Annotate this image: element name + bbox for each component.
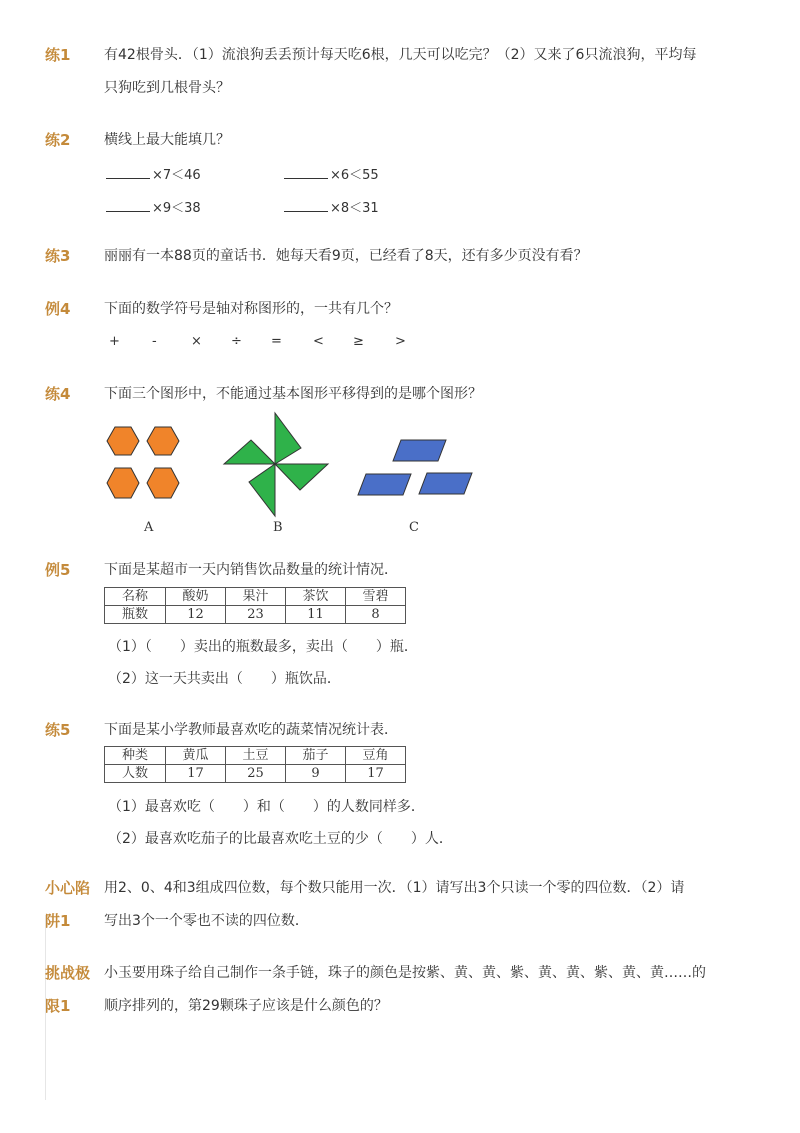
symbol-times: × bbox=[191, 334, 202, 349]
triangle-shape bbox=[275, 413, 301, 464]
problem-trap-line1: 用2、0、4和3组成四位数，每个数只能用一次．（1）请写出3个只读一个零的四位数．（2）请 bbox=[104, 880, 685, 896]
label-p2: 练2 bbox=[45, 131, 71, 149]
blank-line[interactable] bbox=[106, 178, 150, 179]
triangle-shape bbox=[275, 464, 328, 490]
problem-p4-text: 下面三个图形中，不能通过基本图形平移得到的是哪个图形？ bbox=[104, 386, 482, 402]
e5-question-1: （1）（ ）卖出的瓶数最多，卖出（ ）瓶． bbox=[108, 639, 418, 655]
figure-b-pinwheel bbox=[220, 410, 335, 520]
table-cell: 茶饮 bbox=[286, 588, 346, 606]
label-p3: 练3 bbox=[45, 247, 71, 265]
drinks-table bbox=[104, 587, 406, 624]
problem-e5-text: 下面是某超市一天内销售饮品数量的统计情况． bbox=[104, 562, 398, 578]
problem-trap-line2: 写出3个一个零也不读的四位数． bbox=[104, 913, 309, 929]
e5-question-2: （2）这一天共卖出（ ）瓶饮品． bbox=[108, 671, 341, 687]
table-header-row bbox=[105, 588, 406, 606]
problem-p1-line2: 只狗吃到几根骨头？ bbox=[104, 80, 230, 96]
table-cell: 土豆 bbox=[226, 747, 286, 765]
table-header-row bbox=[105, 747, 406, 765]
fill-item-2 bbox=[284, 164, 379, 183]
figure-c-parallelograms bbox=[355, 435, 475, 500]
problem-challenge-line1: 小玉要用珠子给自己制作一条手链，珠子的颜色是按紫、黄、黄、紫、黄、黄、紫、黄、黄……的 bbox=[104, 965, 706, 981]
hexagon-shape bbox=[107, 468, 139, 498]
table-row bbox=[105, 606, 406, 624]
table-cell: 11 bbox=[286, 606, 346, 624]
label-challenge-line2: 限1 bbox=[45, 997, 71, 1015]
hexagon-shape bbox=[147, 468, 179, 498]
parallelogram-shape bbox=[393, 440, 446, 461]
symbol-greater: > bbox=[395, 334, 406, 349]
fill-item-3 bbox=[106, 197, 201, 216]
table-cell: 黄瓜 bbox=[166, 747, 226, 765]
table-cell: 茄子 bbox=[286, 747, 346, 765]
problem-p2-text: 横线上最大能填几？ bbox=[104, 132, 230, 148]
table-cell: 酸奶 bbox=[166, 588, 226, 606]
figure-label-b: B bbox=[273, 520, 283, 535]
symbol-geq: ≥ bbox=[353, 334, 364, 349]
table-cell: 12 bbox=[166, 606, 226, 624]
vegetables-table bbox=[104, 746, 406, 783]
label-e5: 例5 bbox=[45, 561, 71, 579]
symbol-divide: ÷ bbox=[231, 334, 242, 349]
parallelogram-shape bbox=[358, 474, 411, 495]
table-cell: 17 bbox=[166, 765, 226, 783]
label-p1: 练1 bbox=[45, 46, 71, 64]
figure-label-a: A bbox=[144, 520, 154, 535]
table-cell: 25 bbox=[226, 765, 286, 783]
figure-a-hexagons bbox=[100, 420, 190, 510]
label-e4: 例4 bbox=[45, 300, 71, 318]
table-cell: 8 bbox=[346, 606, 406, 624]
table-cell: 9 bbox=[286, 765, 346, 783]
table-cell: 种类 bbox=[105, 747, 166, 765]
blank-line[interactable] bbox=[284, 178, 328, 179]
label-p5: 练5 bbox=[45, 721, 71, 739]
label-trap-line2: 阱1 bbox=[45, 912, 71, 930]
fill-item-1-text: ×7＜46 bbox=[152, 168, 201, 183]
fill-item-1 bbox=[106, 164, 201, 183]
fill-item-3-text: ×9＜38 bbox=[152, 201, 201, 216]
p5-question-1: （1）最喜欢吃（ ）和（ ）的人数同样多． bbox=[108, 799, 425, 815]
fill-item-4-text: ×8＜31 bbox=[330, 201, 379, 216]
table-cell: 豆角 bbox=[346, 747, 406, 765]
table-cell: 17 bbox=[346, 765, 406, 783]
problem-challenge-line2: 顺序排列的，第29颗珠子应该是什么颜色的？ bbox=[104, 998, 388, 1014]
problem-e4-text: 下面的数学符号是轴对称图形的，一共有几个？ bbox=[104, 301, 398, 317]
table-cell: 雪碧 bbox=[346, 588, 406, 606]
p5-question-2: （2）最喜欢吃茄子的比最喜欢吃土豆的少（ ）人． bbox=[108, 831, 453, 847]
blank-line[interactable] bbox=[284, 211, 328, 212]
table-cell: 23 bbox=[226, 606, 286, 624]
symbol-equals: = bbox=[271, 334, 282, 349]
triangle-shape bbox=[224, 440, 275, 464]
hexagon-shape bbox=[147, 427, 179, 455]
blank-line[interactable] bbox=[106, 211, 150, 212]
table-cell: 名称 bbox=[105, 588, 166, 606]
label-challenge-line1: 挑战极 bbox=[45, 964, 91, 982]
symbol-less: < bbox=[313, 334, 324, 349]
fill-item-2-text: ×6＜55 bbox=[330, 168, 379, 183]
parallelogram-shape bbox=[419, 473, 472, 494]
problem-p3-text: 丽丽有一本88页的童话书．她每天看9页，已经看了8天，还有多少页没有看？ bbox=[104, 248, 588, 264]
triangle-shape bbox=[249, 464, 275, 516]
hexagon-shape bbox=[107, 427, 139, 455]
table-cell: 果汁 bbox=[226, 588, 286, 606]
symbol-plus: + bbox=[109, 334, 120, 349]
table-cell: 瓶数 bbox=[105, 606, 166, 624]
table-row bbox=[105, 765, 406, 783]
problem-p5-text: 下面是某小学教师最喜欢吃的蔬菜情况统计表． bbox=[104, 722, 398, 738]
figure-label-c: C bbox=[409, 520, 419, 535]
fill-item-4 bbox=[284, 197, 379, 216]
label-p4: 练4 bbox=[45, 385, 71, 403]
symbol-minus: - bbox=[152, 334, 157, 349]
problem-p1-line1: 有42根骨头．（1）流浪狗丢丢预计每天吃6根，几天可以吃完？（2）又来了6只流浪狗，平均每 bbox=[104, 47, 697, 63]
label-trap-line1: 小心陷 bbox=[45, 879, 91, 897]
table-cell: 人数 bbox=[105, 765, 166, 783]
